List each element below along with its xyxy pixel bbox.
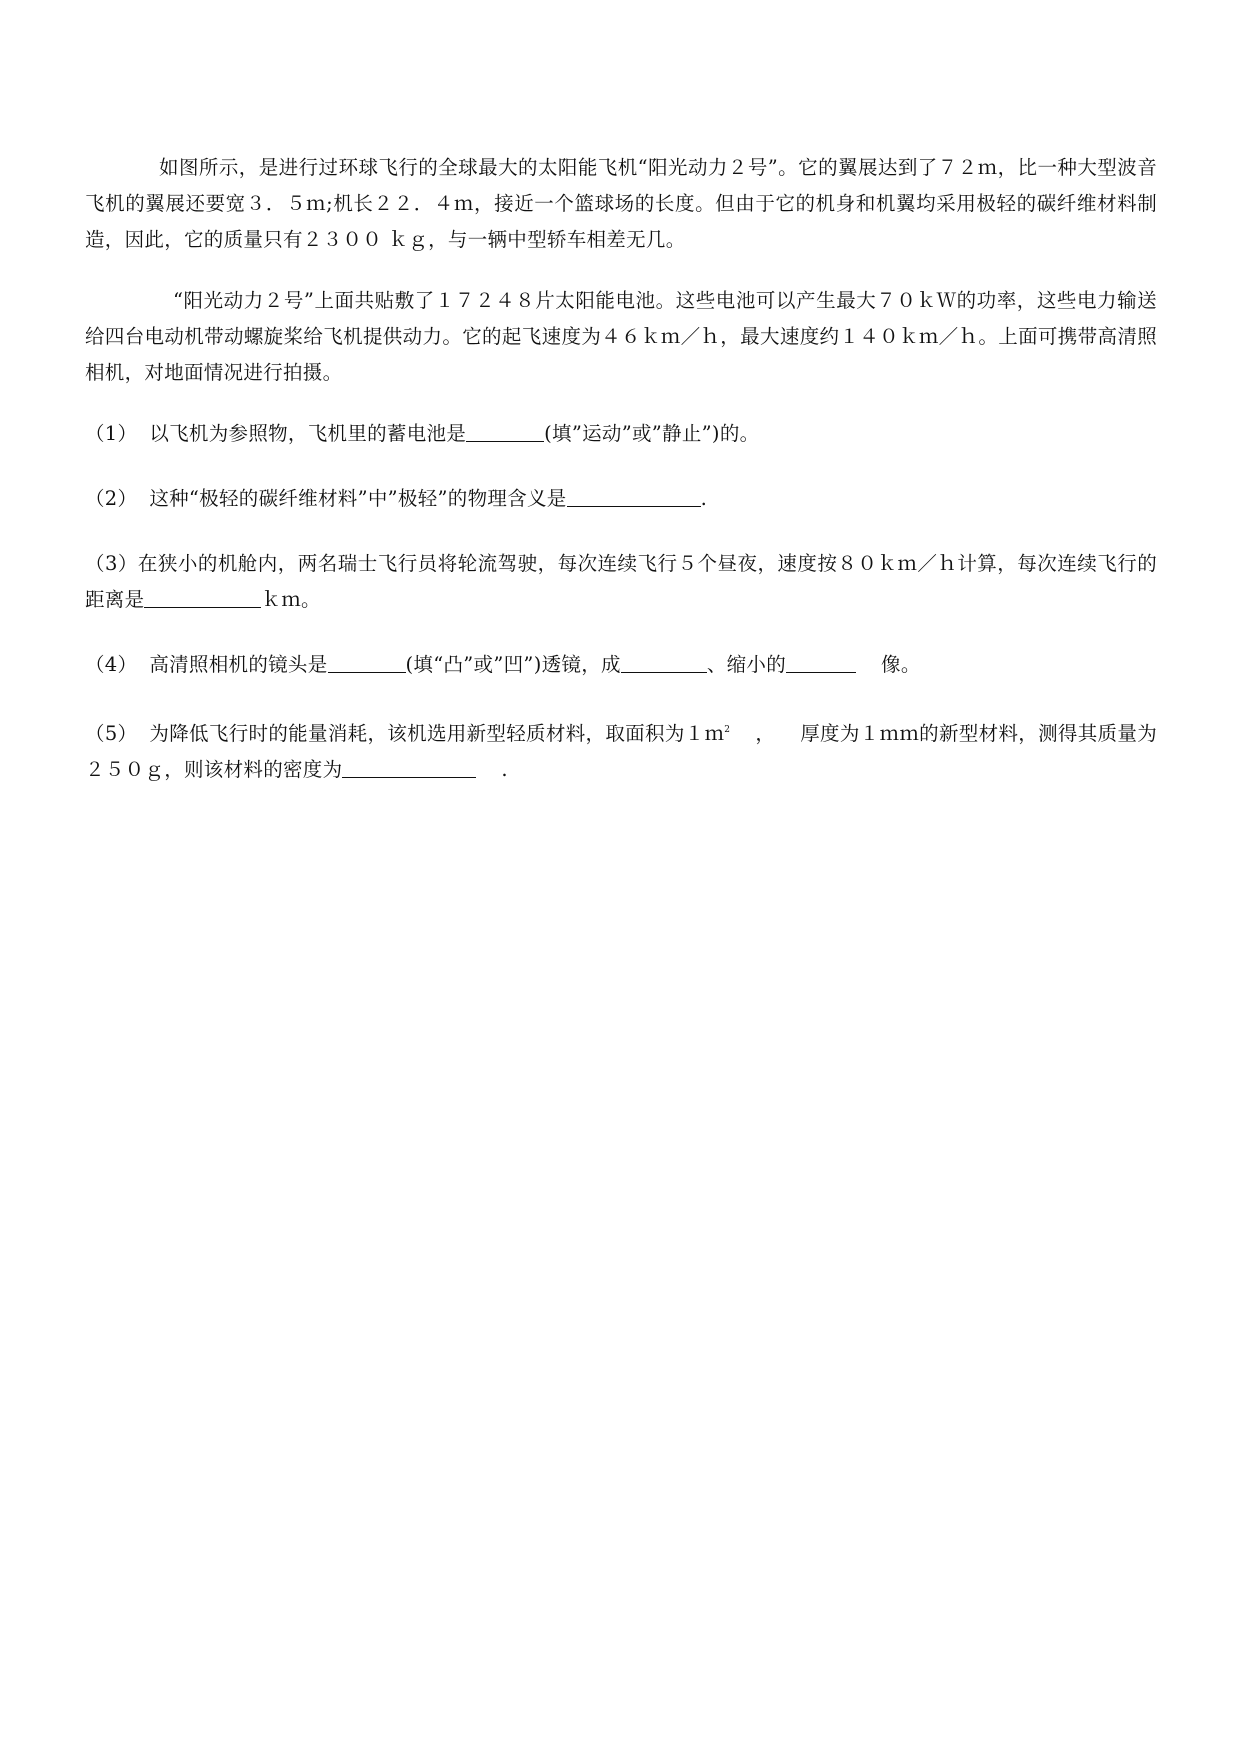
question-text: . [501,758,508,781]
answer-blank[interactable] [466,419,544,442]
answer-blank[interactable] [621,650,707,673]
question-2 [85,481,1157,517]
question-text: ， [755,722,776,745]
question-4 [85,647,1157,683]
question-text: (填”运动”或”静止”)的。 [544,422,760,445]
answer-blank[interactable] [342,755,476,778]
answer-blank[interactable] [328,650,406,673]
question-number: （4） [85,653,138,676]
question-number: （5） [85,722,138,745]
question-text: 这种“极轻的碳纤维材料”中”极轻”的物理含义是 [149,487,567,510]
question-number: （2） [85,487,138,510]
answer-blank[interactable] [786,650,856,673]
question-text: . [700,487,708,510]
answer-blank[interactable] [144,585,261,608]
question-text: 厚度为１ｍｍ的新型材料，测得其质量为２５０ｇ，则该材料的密度为 [85,722,1158,781]
question-text: 、缩小的 [706,653,787,676]
document-body [85,150,1157,817]
superscript: 2 [724,725,731,735]
question-text: ｋｍ。 [261,588,321,611]
question-text: (填“凸”或”凹”)透镜，成 [405,653,621,676]
question-text: 在狭小的机舱内，两名瑞士飞行员将轮流驾驶，每次连续飞行５个昼夜，速度按８０ｋｍ／ｈ计算，每次连续飞行的距离是 [85,552,1157,611]
question-number: （1） [85,422,138,445]
question-text: 为降低飞行时的能量消耗，该机选用新型轻质材料，取面积为１ｍ [149,722,725,745]
question-number: （3） [85,552,138,575]
answer-blank[interactable] [567,484,701,507]
question-text: 高清照相机的镜头是 [149,653,328,676]
question-5 [85,712,1157,788]
question-text: 像。 [881,653,921,676]
question-text: 以飞机为参照物，飞机里的蓄电池是 [149,422,467,445]
question-1 [85,416,1157,452]
intro-paragraph-1: 如图所示，是进行过环球飞行的全球最大的太阳能飞机“阳光动力２号”。它的翼展达到了７２ｍ，比一种大型波音飞机的翼展还要宽３．５ｍ;机长２２．４ｍ，接近一个篮球场的长度。但由于它的机身和机翼均采用极轻的碳纤维材料制造，因此，它的质量只有２３００ ｋｇ，与一辆中型轿车相差无几。 [85,156,1157,251]
intro-paragraph-2: “阳光动力２号”上面共贴敷了１７２４８片太阳能电池。这些电池可以产生最大７０ｋＷ的功率，这些电力输送给四台电动机带动螺旋桨给飞机提供动力。它的起飞速度为４６ｋｍ／ｈ，最大速度约１４０ｋｍ／ｈ。上面可携带高清照相机，对地面情况进行拍摄。 [85,289,1157,384]
question-3 [85,546,1157,618]
